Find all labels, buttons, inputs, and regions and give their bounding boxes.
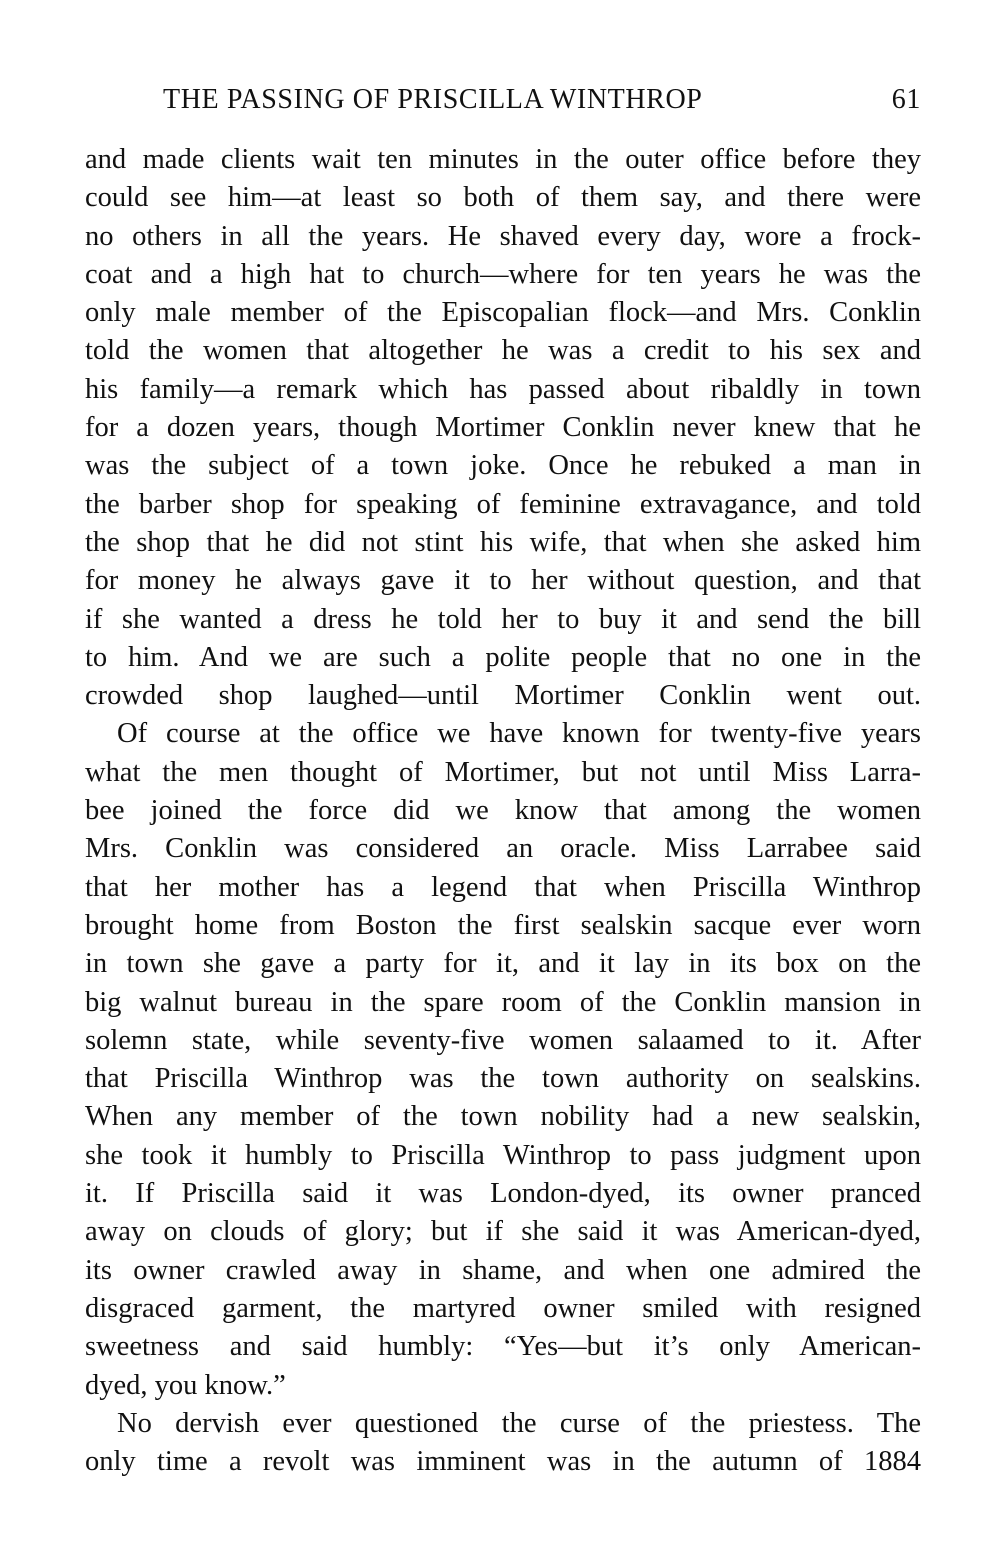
- body-text: [85, 141, 921, 1481]
- text-line: crowded shop laughed—until Mortimer Conklin went out.: [85, 680, 921, 712]
- text-line: solemn state, while seventy-five women salaamed to it. After: [85, 1024, 921, 1056]
- text-line: its owner crawled away in shame, and when one admired the: [85, 1254, 921, 1286]
- text-line: she took it humbly to Priscilla Winthrop to pass judgment upon: [85, 1139, 921, 1171]
- text-line: it. If Priscilla said it was London-dyed, its owner pranced: [85, 1178, 921, 1210]
- text-line: the barber shop for speaking of feminine extravagance, and told: [85, 488, 921, 520]
- text-line: only male member of the Episcopalian flock—and Mrs. Conklin: [85, 297, 921, 329]
- text-line: to him. And we are such a polite people that no one in the: [85, 641, 921, 673]
- text-line: When any member of the town nobility had a new sealskin,: [85, 1101, 921, 1133]
- running-title: THE PASSING OF PRISCILLA WINTHROP: [163, 84, 703, 115]
- text-line: his family—a remark which has passed about ribaldly in town: [85, 373, 921, 405]
- text-line: could see him—at least so both of them say, and there were: [85, 182, 921, 214]
- text-line: No dervish ever questioned the curse of the priestess. The: [117, 1407, 921, 1439]
- text-line: in town she gave a party for it, and it lay in its box on the: [85, 948, 921, 980]
- page-number: 61: [891, 84, 921, 115]
- running-head: [85, 84, 921, 124]
- text-line: was the subject of a town joke. Once he rebuked a man in: [85, 450, 921, 482]
- text-line: if she wanted a dress he told her to buy it and send the bill: [85, 603, 921, 635]
- text-line: bee joined the force did we know that among the women: [85, 795, 921, 827]
- text-line: what the men thought of Mortimer, but not until Miss Larra-: [85, 756, 921, 788]
- text-line: only time a revolt was imminent was in the autumn of 1884: [85, 1446, 921, 1478]
- text-line: Mrs. Conklin was considered an oracle. Miss Larrabee said: [85, 833, 921, 865]
- text-line: no others in all the years. He shaved every day, wore a frock-: [85, 220, 921, 252]
- text-line: Of course at the office we have known for twenty-five years: [117, 718, 921, 750]
- text-line: and made clients wait ten minutes in the outer office before they: [85, 144, 921, 175]
- text-line: dyed, you know.”: [85, 1369, 286, 1401]
- text-line: that her mother has a legend that when Priscilla Winthrop: [85, 871, 921, 903]
- text-line: brought home from Boston the first sealskin sacque ever worn: [85, 909, 921, 941]
- text-line: the shop that he did not stint his wife, that when she asked him: [85, 526, 921, 558]
- text-line: away on clouds of glory; but if she said it was American-dyed,: [85, 1216, 921, 1248]
- text-line: sweetness and said humbly: “Yes—but it’s only American-: [85, 1331, 921, 1363]
- text-line: for a dozen years, though Mortimer Conklin never knew that he: [85, 412, 921, 444]
- text-line: big walnut bureau in the spare room of the Conklin mansion in: [85, 986, 921, 1018]
- text-line: that Priscilla Winthrop was the town authority on sealskins.: [85, 1063, 921, 1095]
- text-line: disgraced garment, the martyred owner smiled with resigned: [85, 1292, 921, 1324]
- text-line: coat and a high hat to church—where for ten years he was the: [85, 258, 921, 290]
- text-line: told the women that altogether he was a credit to his sex and: [85, 335, 921, 367]
- text-line: for money he always gave it to her without question, and that: [85, 565, 921, 597]
